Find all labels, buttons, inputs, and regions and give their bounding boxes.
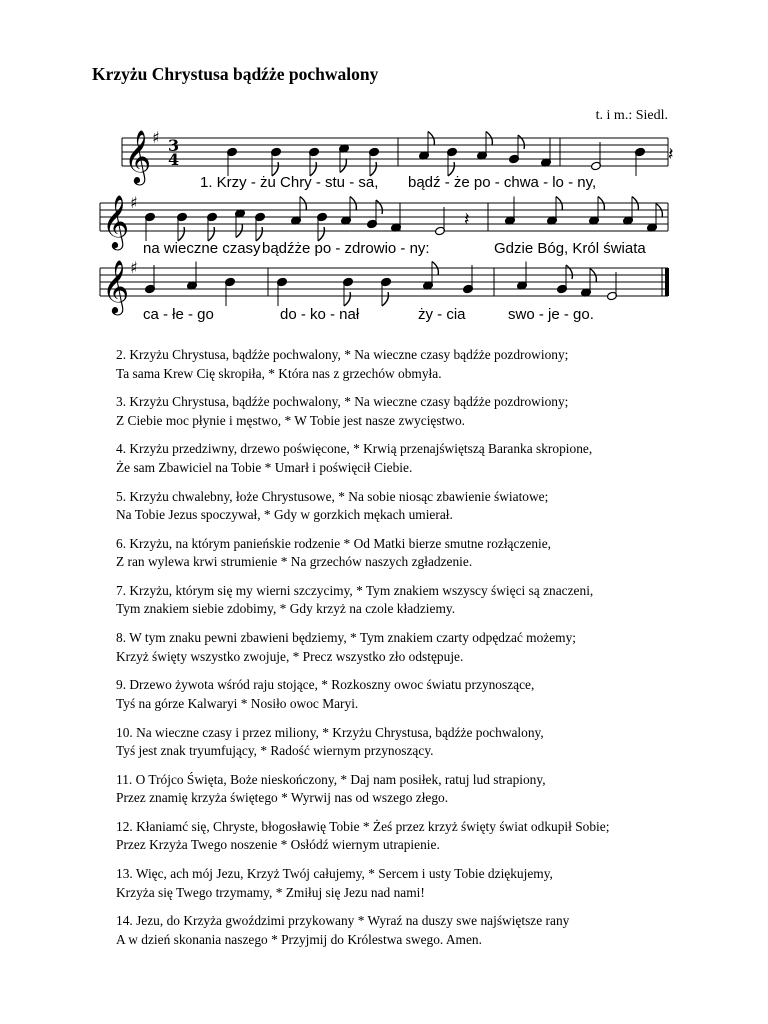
verse	[116, 393, 716, 430]
verse-line: 5. Krzyżu chwalebny, łoże Chrystusowe, * Na sobie niosąc zbawienie światowe;	[116, 488, 549, 504]
lyrics-line: ca - łe - go	[143, 306, 214, 323]
verse	[116, 724, 716, 761]
verse-line: Że sam Zbawiciel na Tobie * Umarł i poświęcił Ciebie.	[116, 459, 413, 475]
verse-line: Tyś jest znak tryumfujący, * Radość wiernym przynoszący.	[116, 743, 434, 758]
verse	[116, 818, 716, 855]
verse-line: 13. Więc, ach mój Jezu, Krzyż Twój całujemy, * Sercem i usty Tobie dziękujemy,	[116, 866, 553, 882]
quarter-rest-icon: 𝄽	[464, 209, 470, 230]
eighth-flag	[208, 227, 214, 241]
verses	[116, 346, 716, 959]
verse-line: Krzyża się Twego trzymamy, * Zmiłuj się Jezu nad nami!	[116, 884, 425, 900]
verse-line: 9. Drzewo żywota wśród raju stojące, * Rozkoszny owoc światu przynoszące,	[116, 677, 535, 693]
verse-line: 6. Krzyżu, na którym panieńskie rodzenie * Od Matki bierze smutne rozłączenie,	[116, 535, 552, 551]
verse-line: 7. Krzyżu, którym się my wierni szczycimy, * Tym znakiem wszyscy święci są znaczeni,	[116, 582, 594, 598]
score	[100, 128, 674, 315]
sharp-icon: ♯	[130, 258, 138, 277]
lyrics-line: do - ko - nał	[280, 306, 360, 323]
verse-line: Ta sama Krew Cię skropiła, * Która nas z grzechów obmyła.	[116, 365, 442, 381]
eighth-flag	[566, 265, 572, 279]
verse-line: Tyś na górze Kalwaryi * Nosiło owoc Maryi.	[116, 695, 359, 711]
verse-line: Z Ciebie moc płynie i męstwo, * W Tobie jest nasze zwycięstwo.	[116, 412, 466, 428]
verse	[116, 582, 716, 619]
time-signature-top: 3	[168, 136, 180, 155]
final-barline	[665, 268, 669, 296]
verse	[116, 912, 716, 949]
eighth-flag	[518, 135, 524, 149]
sharp-icon: ♯	[152, 128, 160, 147]
verse-line: 2. Krzyżu Chrystusa, bądźże pochwalony, * Na wieczne czasy bądźże pozdrowiony;	[116, 347, 569, 362]
verse	[116, 346, 716, 383]
eighth-flag	[178, 227, 184, 241]
verse	[116, 865, 716, 902]
lyrics-line: ży - cia	[418, 306, 466, 323]
lyrics-line: Gdzie Bóg, Król świata	[494, 240, 646, 257]
eighth-flag	[376, 200, 382, 214]
verse-line: 12. Kłaniamć się, Chryste, błogosławię Tobie * Żeś przez krzyż święty świat odkupił Sobie;	[116, 818, 610, 834]
verse-line: 3. Krzyżu Chrystusa, bądźże pochwalony, * Na wieczne czasy bądźże pozdrowiony;	[116, 394, 569, 410]
verse	[116, 488, 716, 525]
lyrics-line: swo - je - go.	[508, 306, 594, 323]
lyrics-line: na wieczne czasy	[143, 240, 261, 257]
verse-line: Krzyż święty wszystko zwojuje, * Precz wszystko zło odstępuje.	[116, 648, 464, 664]
verse-line: 4. Krzyżu przedziwny, drzewo poświęcone, * Krwią przenajświętszą Baranka skropione,	[116, 441, 593, 457]
song-credit: t. i m.: Siedl.	[595, 108, 668, 123]
verse-line: 11. O Trójco Święta, Boże nieskończony, * Daj nam posiłek, ratuj lud strapiony,	[116, 771, 546, 787]
sharp-icon: ♯	[130, 193, 138, 212]
treble-clef-icon: 𝄞	[102, 259, 130, 313]
lyrics-line: 1. Krzy - żu Chry - stu - sa,	[200, 174, 379, 191]
verse	[116, 676, 716, 713]
verse-line: 10. Na wieczne czasy i przez miliony, * Krzyżu Chrystusa, bądźże pochwalony,	[116, 724, 544, 740]
verse	[116, 440, 716, 477]
verse	[116, 535, 716, 572]
eighth-flag	[256, 227, 262, 241]
treble-clef-icon: 𝄞	[102, 194, 130, 248]
verse-line: 14. Jezu, do Krzyża gwoździmi przykowany * Wyraź na duszy swe najświętsze rany	[116, 913, 570, 929]
time-signature-bottom: 4	[168, 150, 180, 169]
treble-clef-icon: 𝄞	[124, 129, 152, 183]
verse-line: A w dzień skonania naszego * Przyjmij do Królestwa swego. Amen.	[116, 931, 482, 947]
lyrics-line: bądź - że po - chwa - lo - ny,	[408, 174, 597, 191]
verse-line: Z ran wylewa krwi strumienie * Na grzechów naszych zgładzenie.	[116, 554, 473, 570]
eighth-flag	[344, 292, 350, 306]
quarter-rest-icon: 𝄽	[668, 144, 674, 165]
verse-line: Przez Krzyża Twego noszenie * Osłódź wiernym utrapienie.	[116, 837, 440, 853]
verse-line: Na Tobie Jezus spoczywał, * Gdy w gorzkich mękach umierał.	[116, 507, 453, 523]
verse	[116, 771, 716, 808]
verse-line: 8. W tym znaku pewni zbawieni będziemy, * Tym znakiem czarty odpędzać możemy;	[116, 630, 577, 646]
eighth-flag	[382, 292, 388, 306]
verse-line: Tym znakiem siebie zdobimy, * Gdy krzyż na czole kładziemy.	[116, 601, 456, 617]
verse-line: Przez znamię krzyża świętego * Wyrwij nas od wszego złego.	[116, 790, 449, 806]
song-title: Krzyżu Chrystusa bądźże pochwalony	[92, 64, 379, 84]
music-notation	[0, 0, 768, 340]
verse	[116, 629, 716, 666]
eighth-flag	[318, 227, 324, 241]
lyrics-line: bądźże po - zdrowio - ny:	[262, 240, 430, 257]
